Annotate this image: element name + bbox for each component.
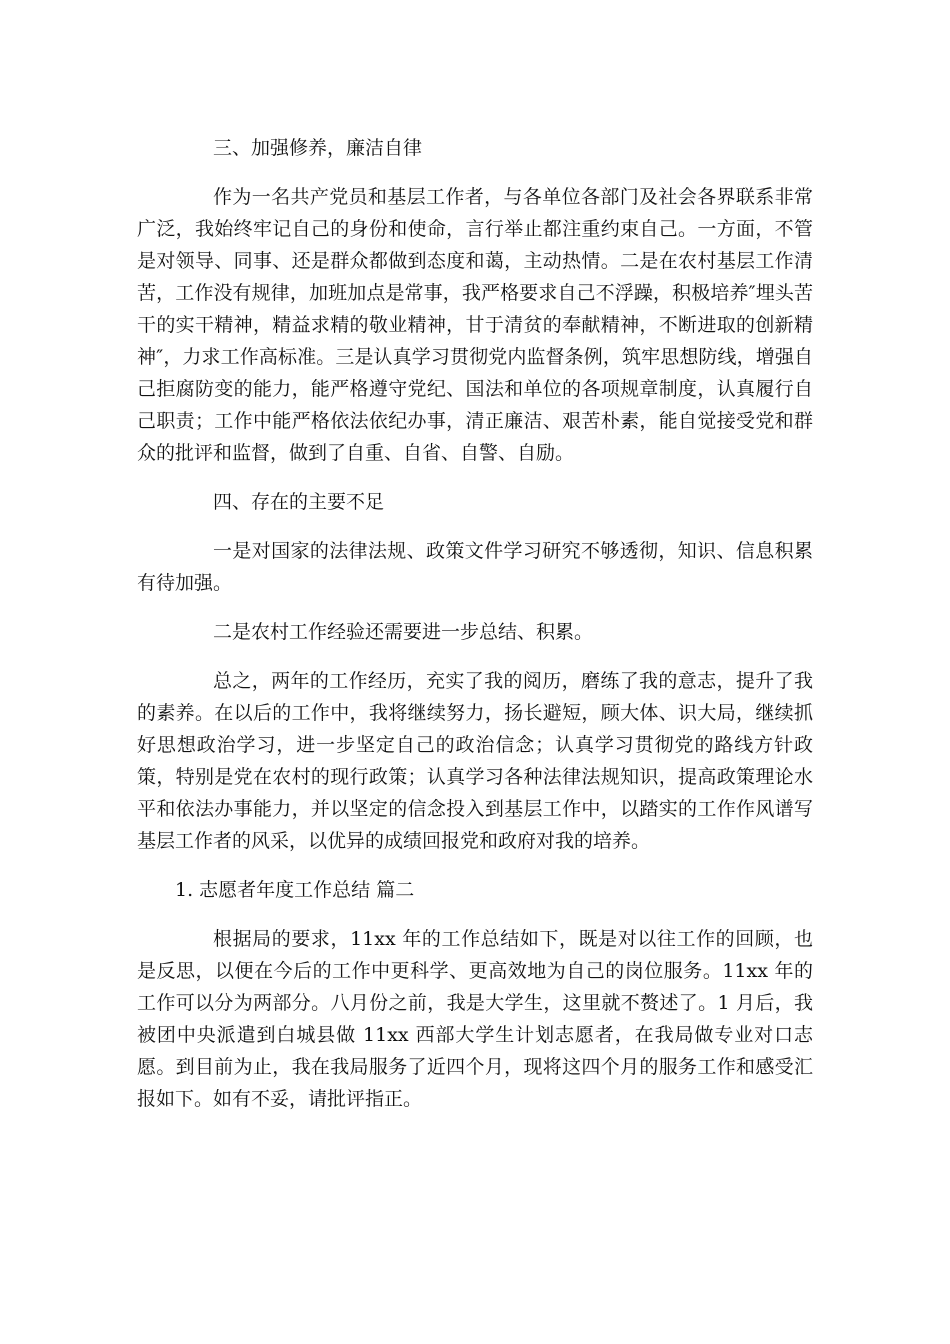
paragraph-shortcoming-one: 一是对国家的法律法规、政策文件学习研究不够透彻，知识、信息积累有待加强。 bbox=[137, 540, 813, 594]
paragraph-conclusion: 总之，两年的工作经历，充实了我的阅历，磨练了我的意志，提升了我的素养。在以后的工作中，我将继续努力，扬长避短，顾大体、识大局，继续抓好思想政治学习，进一步坚定自己的政治信念；认真学习贯彻党的路线方针政策，特别是党在农村的现行政策；认真学习各种法律法规知识，提高政策理论水平和依法办事能力，并以坚定的信念投入到基层工作中，以踏实的工作作风谱写基层工作者的风采，以优异的成绩回报党和政府对我的培养。 bbox=[137, 670, 813, 852]
section-heading-integrity: 三、加强修养，廉洁自律 bbox=[213, 137, 423, 159]
document-body bbox=[137, 132, 813, 1132]
article-heading-volunteer: 1. 志愿者年度工作总结 篇二 bbox=[175, 879, 415, 901]
paragraph-shortcoming-two: 二是农村工作经验还需要进一步总结、积累。 bbox=[213, 621, 594, 643]
section-heading-shortcomings: 四、存在的主要不足 bbox=[213, 491, 385, 513]
paragraph-volunteer-summary: 根据局的要求，11xx 年的工作总结如下，既是对以往工作的回顾，也是反思，以便在今后的工作中更科学、更高效地为自己的岗位服务。11xx 年的工作可以分为两部分。八月份之前，我是大学生，这里就不赘述了。1 月后，我被团中央派遣到白城县做 11xx 西部大学生计划志愿者，在我局做专业对口志愿。到目前为止，我在我局服务了近四个月，现将这四个月的服务工作和感受汇报如下。如有不妥，请批评指正。 bbox=[137, 928, 813, 1110]
paragraph-integrity: 作为一名共产党员和基层工作者，与各单位各部门及社会各界联系非常广泛，我始终牢记自己的身份和使命，言行举止都注重约束自己。一方面，不管是对领导、同事、还是群众都做到态度和蔼，主动热情。二是在农村基层工作清苦，工作没有规律，加班加点是常事，我严格要求自己不浮躁，积极培养″埋头苦干的实干精神，精益求精的敬业精神，甘于清贫的奉献精神，不断进取的创新精神″，力求工作高标准。三是认真学习贯彻党内监督条例，筑牢思想防线，增强自己拒腐防变的能力，能严格遵守党纪、国法和单位的各项规章制度，认真履行自己职责；工作中能严格依法依纪办事，清正廉洁、艰苦朴素，能自觉接受党和群众的批评和监督，做到了自重、自省、自警、自励。 bbox=[137, 186, 813, 464]
